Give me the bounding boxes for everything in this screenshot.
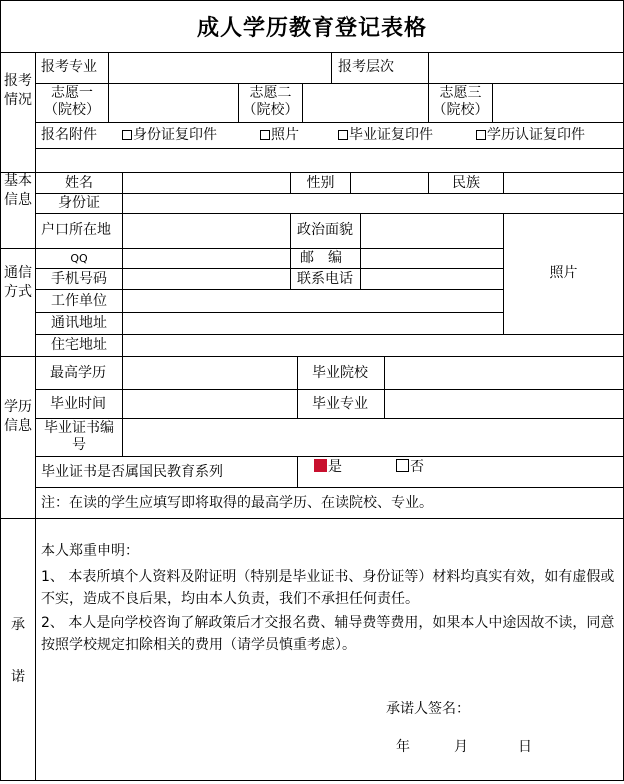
checkbox-no[interactable] [396,459,409,472]
promise-label-char: 承 [11,617,25,633]
rule [0,172,624,173]
label-home-address: 住宅地址 [51,337,107,353]
attachment-id-option[interactable] [122,127,217,143]
attachment-grad-option[interactable] [338,127,433,143]
promise-item-2: 2、 本人是向学校咨询了解政策后才交报名费、辅导费等费用，如果本人中途因故不读，同意按照学校规定扣除相关的费用（请学员慎重考虑）。 [41,615,615,653]
label-attachments: 报名附件 [41,127,97,143]
promise-label-char: 诺 [11,669,25,685]
rule [36,418,624,419]
label-postcode: 邮 编 [300,250,342,266]
rule [360,213,361,289]
section-label-contact: 通信方式 [4,265,32,300]
rule [428,52,429,83]
label-choice1 [40,85,104,119]
checkbox-photo[interactable] [260,130,270,140]
label-phone: 联系电话 [297,271,353,287]
label-major: 报考专业 [41,59,97,75]
promise-intro: 本人郑重申明： [41,543,139,559]
label-cert-number [36,420,122,454]
label-qq: QQ [70,252,88,265]
attachment-id-label: 身份证复印件 [133,127,217,143]
section-label-apply: 报考情况 [4,73,32,108]
choice3-line2: （院校） [432,102,489,118]
rule [0,52,624,53]
date-day: 日 [518,739,532,755]
label-mobile: 手机号码 [51,271,107,287]
rule [492,83,493,122]
attachment-grad-label: 毕业证复印件 [349,127,433,143]
cert-number-line2: 号 [72,437,86,453]
label-grad-school: 毕业院校 [312,365,368,381]
option-no-label: 否 [410,459,424,475]
rule [36,389,624,390]
date-year: 年 [396,739,410,755]
rule [36,122,624,123]
rule [302,83,303,122]
label-gender: 性别 [306,175,335,191]
label-mail-address: 通讯地址 [51,315,107,331]
checkbox-grad-copy[interactable] [338,130,348,140]
label-name: 姓名 [65,175,93,191]
rule [290,213,291,289]
rule [503,172,504,193]
section-label-promise [1,612,35,690]
label-political: 政治面貌 [297,222,353,238]
checkbox-degree-cert[interactable] [476,130,486,140]
rule [36,193,624,194]
label-choice3 [429,85,492,119]
label-highest-edu: 最高学历 [50,365,106,381]
attachment-degree-label: 学历认证复印件 [487,127,585,143]
choice2-line2: （院校） [242,102,299,118]
rule [35,52,36,781]
label-photo: 照片 [549,265,578,281]
rule [108,52,109,122]
rule [384,356,385,418]
rule [122,172,123,356]
label-national-series: 毕业证书是否属国民教育系列 [41,464,223,480]
rule [122,356,123,456]
education-note: 注：在读的学生应填写即将取得的最高学历、在读院校、专业。 [41,495,433,511]
rule [36,456,624,457]
checkbox-yes-checked[interactable] [314,459,327,472]
label-choice2 [239,85,302,119]
page-title: 成人学历教育登记表格 [0,0,624,52]
rule [36,213,624,214]
checkbox-id-copy[interactable] [122,130,132,140]
rule [36,268,503,269]
rule [0,518,624,519]
attachment-degree-option[interactable] [476,127,585,143]
cert-number-line1: 毕业证书编 [44,420,114,436]
option-yes-label: 是 [328,459,342,475]
rule [0,780,624,781]
label-id-card: 身份证 [58,195,100,211]
label-grad-major: 毕业专业 [312,396,368,412]
signature-label: 承诺人签名： [386,701,470,717]
rule [36,83,624,84]
section-label-basic: 基本信息 [4,173,32,208]
label-ethnicity: 民族 [452,175,480,191]
attachment-photo-option[interactable] [260,127,299,143]
rule [297,356,298,418]
rule [297,456,298,487]
promise-item-1: 1、 本表所填个人资料及附证明（特别是毕业证书、身份证等）材料均真实有效，如有虚假或不实，造成不良后果，均由本人负责，我们不承担任何责任。 [41,569,615,607]
option-yes[interactable] [314,459,342,475]
rule [0,248,503,249]
rule [36,487,624,488]
option-no[interactable] [396,459,424,475]
section-label-education: 学历信息 [4,399,32,434]
rule [36,334,624,335]
choice1-line1: 志愿一 [51,85,93,101]
rule [36,148,624,149]
rule [36,289,503,290]
rule [36,312,503,313]
rule [331,52,332,83]
attachment-photo-label: 照片 [271,127,299,143]
choice2-line1: 志愿二 [249,85,292,101]
rule [350,172,351,193]
choice1-line2: （院校） [44,102,100,118]
choice3-line1: 志愿三 [439,85,482,101]
label-hukou: 户口所在地 [41,222,111,238]
rule [0,356,624,357]
label-grad-time: 毕业时间 [50,396,106,412]
date-month: 月 [454,739,468,755]
label-work: 工作单位 [51,293,107,309]
label-level: 报考层次 [338,59,394,75]
